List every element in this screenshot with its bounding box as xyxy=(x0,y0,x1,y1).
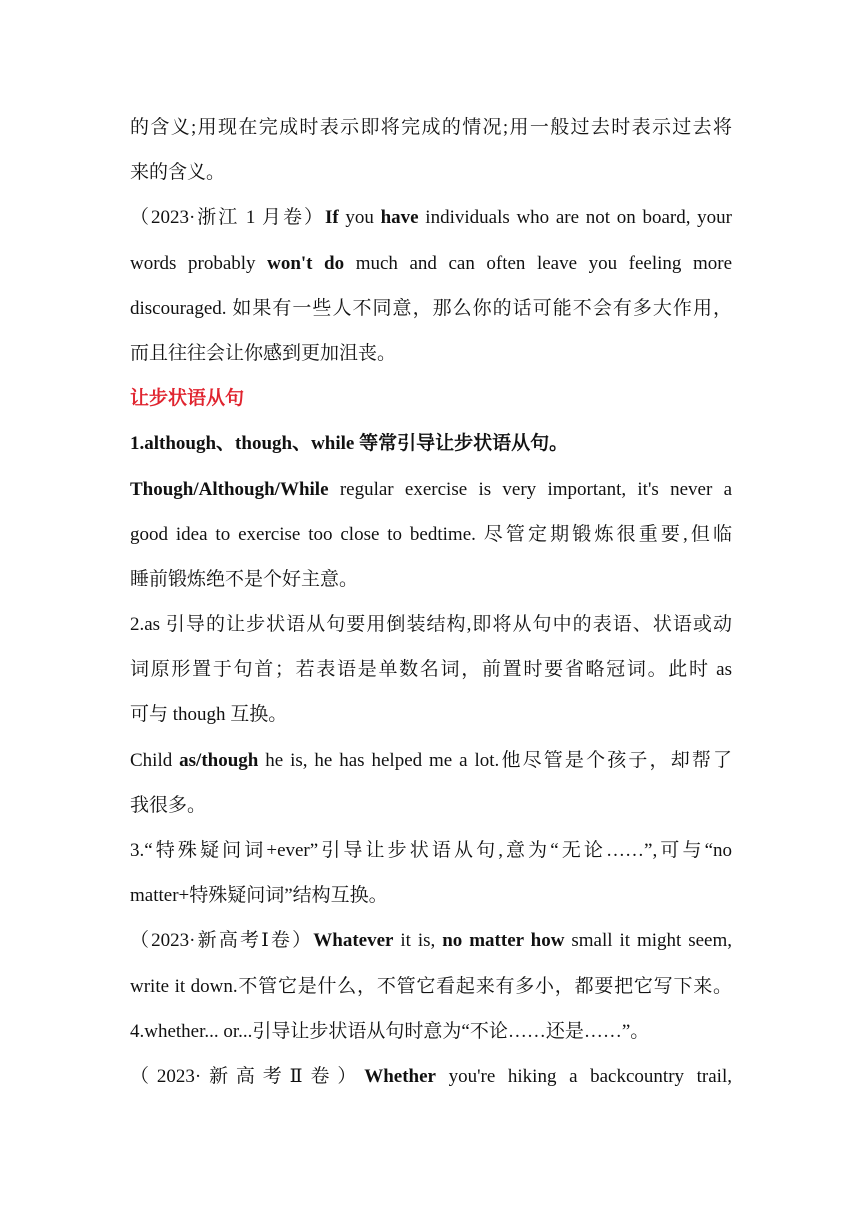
rule-heading: 1.although、though、while 等常引导让步状语从句。 xyxy=(130,433,569,455)
source-tag: （2023·新高考Ⅱ卷） xyxy=(130,1065,365,1087)
text-span: good idea to exercise too close to bedtime. 尽管定期锻炼很重要,但临 xyxy=(130,523,732,545)
text-line xyxy=(130,105,732,150)
example-line xyxy=(130,1054,732,1099)
text-span: 而且往往会让你感到更加沮丧。 xyxy=(130,342,397,364)
text-span: 我很多。 xyxy=(130,794,207,816)
example-line xyxy=(130,964,732,1009)
rule-line xyxy=(130,873,732,918)
text-span: 的含义;用现在完成时表示即将完成的情况;用一般过去时表示过去将 xyxy=(130,117,732,138)
text-span: individuals who are not on board, your xyxy=(418,207,733,229)
example-line xyxy=(130,918,732,963)
text-line xyxy=(130,150,732,195)
rule-line xyxy=(130,828,732,873)
example-line xyxy=(130,331,732,376)
example-line xyxy=(130,467,732,512)
keyword: If xyxy=(324,207,339,229)
rule-line xyxy=(130,692,732,737)
text-span: 睡前锻炼绝不是个好主意。 xyxy=(130,568,359,590)
keyword: no matter how xyxy=(442,930,565,952)
text-span: regular exercise is very important, it's never a xyxy=(328,478,732,500)
keyword: Whatever xyxy=(313,930,394,952)
keyword: as/though xyxy=(179,749,259,771)
rule-line xyxy=(130,647,732,692)
text-span: 词原形置于句首；若表语是单数名词，前置时要省略冠词。此时 as xyxy=(130,659,732,681)
text-span: words probably xyxy=(130,252,268,274)
section-heading: 让步状语从句 xyxy=(130,387,245,410)
text-span: 来的含义。 xyxy=(130,162,226,184)
text-span: matter+特殊疑问词”结构互换。 xyxy=(130,885,388,907)
text-span: Child xyxy=(130,749,180,771)
text-span: small it might seem, xyxy=(564,930,732,952)
text-span: 可与 though 互换。 xyxy=(130,704,288,726)
section-heading-line xyxy=(130,376,732,421)
example-line xyxy=(130,512,732,557)
rule-line xyxy=(130,602,732,647)
text-span: much and can often leave you feeling more xyxy=(344,252,733,274)
text-span: you're hiking a backcountry trail, xyxy=(435,1065,732,1087)
source-tag: （2023·新高考Ⅰ卷） xyxy=(130,930,314,952)
text-span: 2.as 引导的让步状语从句要用倒装结构,即将从句中的表语、状语或动 xyxy=(130,614,732,636)
keyword: won't do xyxy=(267,252,345,274)
example-line xyxy=(130,738,732,783)
example-line xyxy=(130,241,732,286)
example-line xyxy=(130,783,732,828)
source-tag: （2023·浙江 1 月卷） xyxy=(130,207,325,229)
text-span: 4.whether... or...引导让步状语从句时意为“不论……还是……”。 xyxy=(130,1020,650,1042)
rule-line xyxy=(130,1009,732,1054)
text-span: 3.“特殊疑问词+ever”引导让步状语从句,意为“无论……”,可与“no xyxy=(130,840,732,861)
example-line xyxy=(130,557,732,602)
text-span: write it down.不管它是什么，不管它看起来有多小，都要把它写下来。 xyxy=(130,975,732,997)
text-span: you xyxy=(338,207,381,229)
rule-line xyxy=(130,421,732,466)
document-body xyxy=(130,105,732,1099)
text-span: discouraged. 如果有一些人不同意，那么你的话可能不会有多大作用， xyxy=(130,297,732,319)
keyword: have xyxy=(380,207,419,229)
text-span: he is, he has helped me a lot.他尽管是个孩子，却帮了 xyxy=(258,749,732,771)
example-line xyxy=(130,286,732,331)
text-span: it is, xyxy=(393,930,443,952)
keyword: Though/Although/While xyxy=(130,478,329,500)
example-line xyxy=(130,195,732,240)
keyword: Whether xyxy=(364,1065,436,1087)
